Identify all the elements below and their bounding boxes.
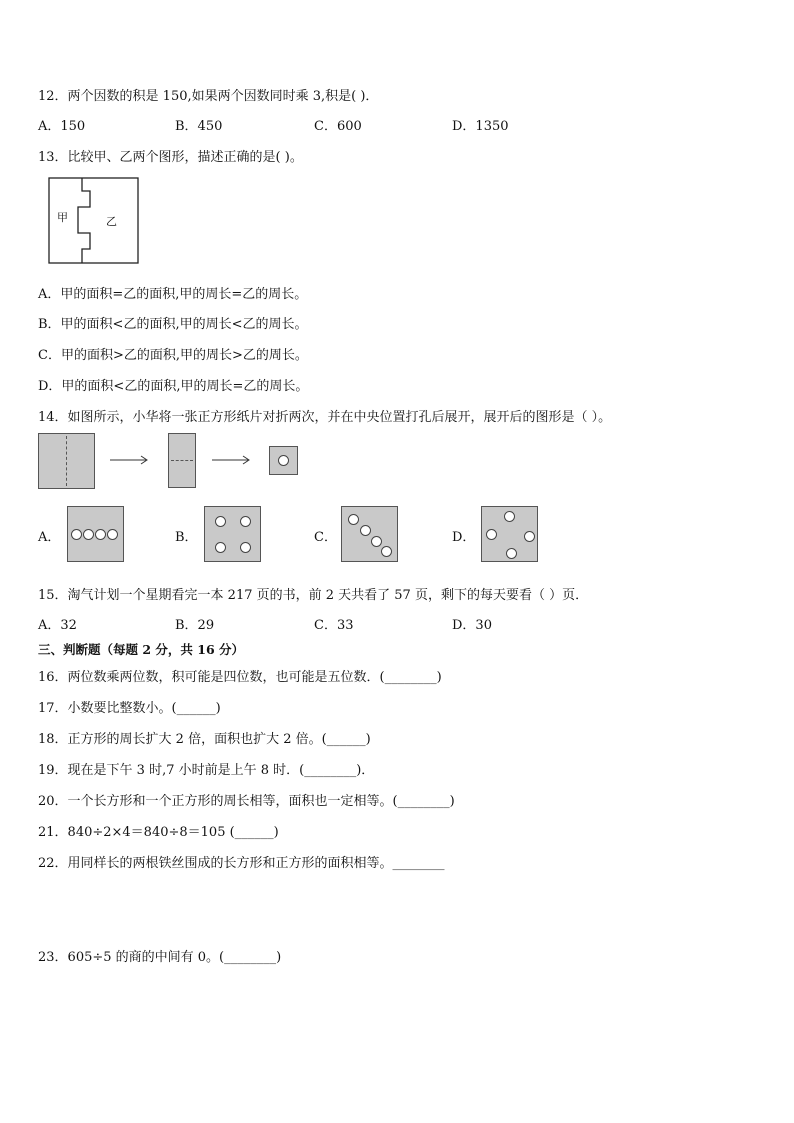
q15-option-a: A．32 [38, 618, 77, 633]
q13-option-c: C．甲的面积>乙的面积,甲的周长>乙的周长。 [38, 348, 308, 363]
q23-statement: 23．605÷5 的商的中间有 0。(________) [38, 950, 282, 965]
q14-option-c-figure [341, 506, 398, 562]
q22-statement: 22．用同样长的两根铁丝围成的长方形和正方形的面积相等。________ [38, 856, 445, 871]
q14-option-b-figure [204, 506, 261, 562]
hole-icon [381, 546, 392, 557]
q12-stem: 12．两个因数的积是 150,如果两个因数同时乘 3,积是( )． [38, 89, 379, 104]
hole-icon [107, 529, 118, 540]
q14-full-square [38, 433, 95, 489]
q19-statement: 19．现在是下午 3 时,7 小时前是上午 8 时．(________)． [38, 763, 375, 778]
q14-option-a-figure [67, 506, 124, 562]
q13-label-yi: 乙 [106, 215, 117, 228]
hole-icon [240, 542, 251, 553]
q17-statement: 17．小数要比整数小。(______) [38, 701, 221, 716]
q13-option-b: B．甲的面积<乙的面积,甲的周长<乙的周长。 [38, 317, 308, 332]
q15-stem: 15．淘气计划一个星期看完一本 217 页的书，前 2 天共看了 57 页，剩下的每天要看（ ）页． [38, 588, 589, 603]
q14-fold-line [66, 436, 67, 486]
q13-figure [48, 177, 140, 265]
hole-icon [506, 548, 517, 559]
q14-option-b-label: B． [175, 530, 198, 545]
q14-option-c-label: C． [314, 530, 337, 545]
q14-option-a-label: A． [38, 530, 61, 545]
hole-icon [348, 514, 359, 525]
q13-option-a: A．甲的面积=乙的面积,甲的周长=乙的周长。 [38, 287, 308, 302]
section-title: 三、判断题（每题 2 分，共 16 分） [38, 642, 245, 657]
q14-half-rect [168, 433, 196, 488]
q13-option-d: D．甲的面积<乙的面积,甲的周长=乙的周长。 [38, 379, 309, 394]
arrow-right-icon [110, 454, 152, 466]
arrow-right-icon [212, 454, 254, 466]
hole-icon [360, 525, 371, 536]
q16-statement: 16．两位数乘两位数，积可能是四位数，也可能是五位数．(________) [38, 670, 442, 685]
q21-statement: 21．840÷2×4＝840÷8＝105 (______) [38, 825, 279, 840]
q14-fold-line-2 [171, 460, 193, 461]
q12-option-c: C．600 [314, 119, 362, 134]
q15-option-c: C．33 [314, 618, 354, 633]
q20-statement: 20．一个长方形和一个正方形的周长相等，面积也一定相等。(________) [38, 794, 455, 809]
hole-icon [95, 529, 106, 540]
q14-option-d-label: D． [452, 530, 476, 545]
q12-option-d: D．1350 [452, 119, 509, 134]
hole-icon [486, 529, 497, 540]
hole-icon [240, 516, 251, 527]
q14-stem: 14．如图所示，小华将一张正方形纸片对折两次，并在中央位置打孔后展开，展开后的图形是（ ）。 [38, 410, 612, 425]
q18-statement: 18．正方形的周长扩大 2 倍，面积也扩大 2 倍。(______) [38, 732, 371, 747]
hole-icon [71, 529, 82, 540]
hole-icon [278, 455, 289, 466]
q12-option-b: B．450 [175, 119, 223, 134]
hole-icon [215, 542, 226, 553]
q15-option-b: B．29 [175, 618, 215, 633]
hole-icon [524, 531, 535, 542]
q15-option-d: D．30 [452, 618, 492, 633]
hole-icon [215, 516, 226, 527]
q12-option-a: A．150 [38, 119, 86, 134]
hole-icon [504, 511, 515, 522]
q13-stem: 13．比较甲、乙两个图形，描述正确的是( )。 [38, 150, 303, 165]
q14-quarter-square [269, 446, 298, 475]
q13-label-jia: 甲 [57, 211, 68, 224]
hole-icon [371, 536, 382, 547]
q14-option-d-figure [481, 506, 538, 562]
hole-icon [83, 529, 94, 540]
